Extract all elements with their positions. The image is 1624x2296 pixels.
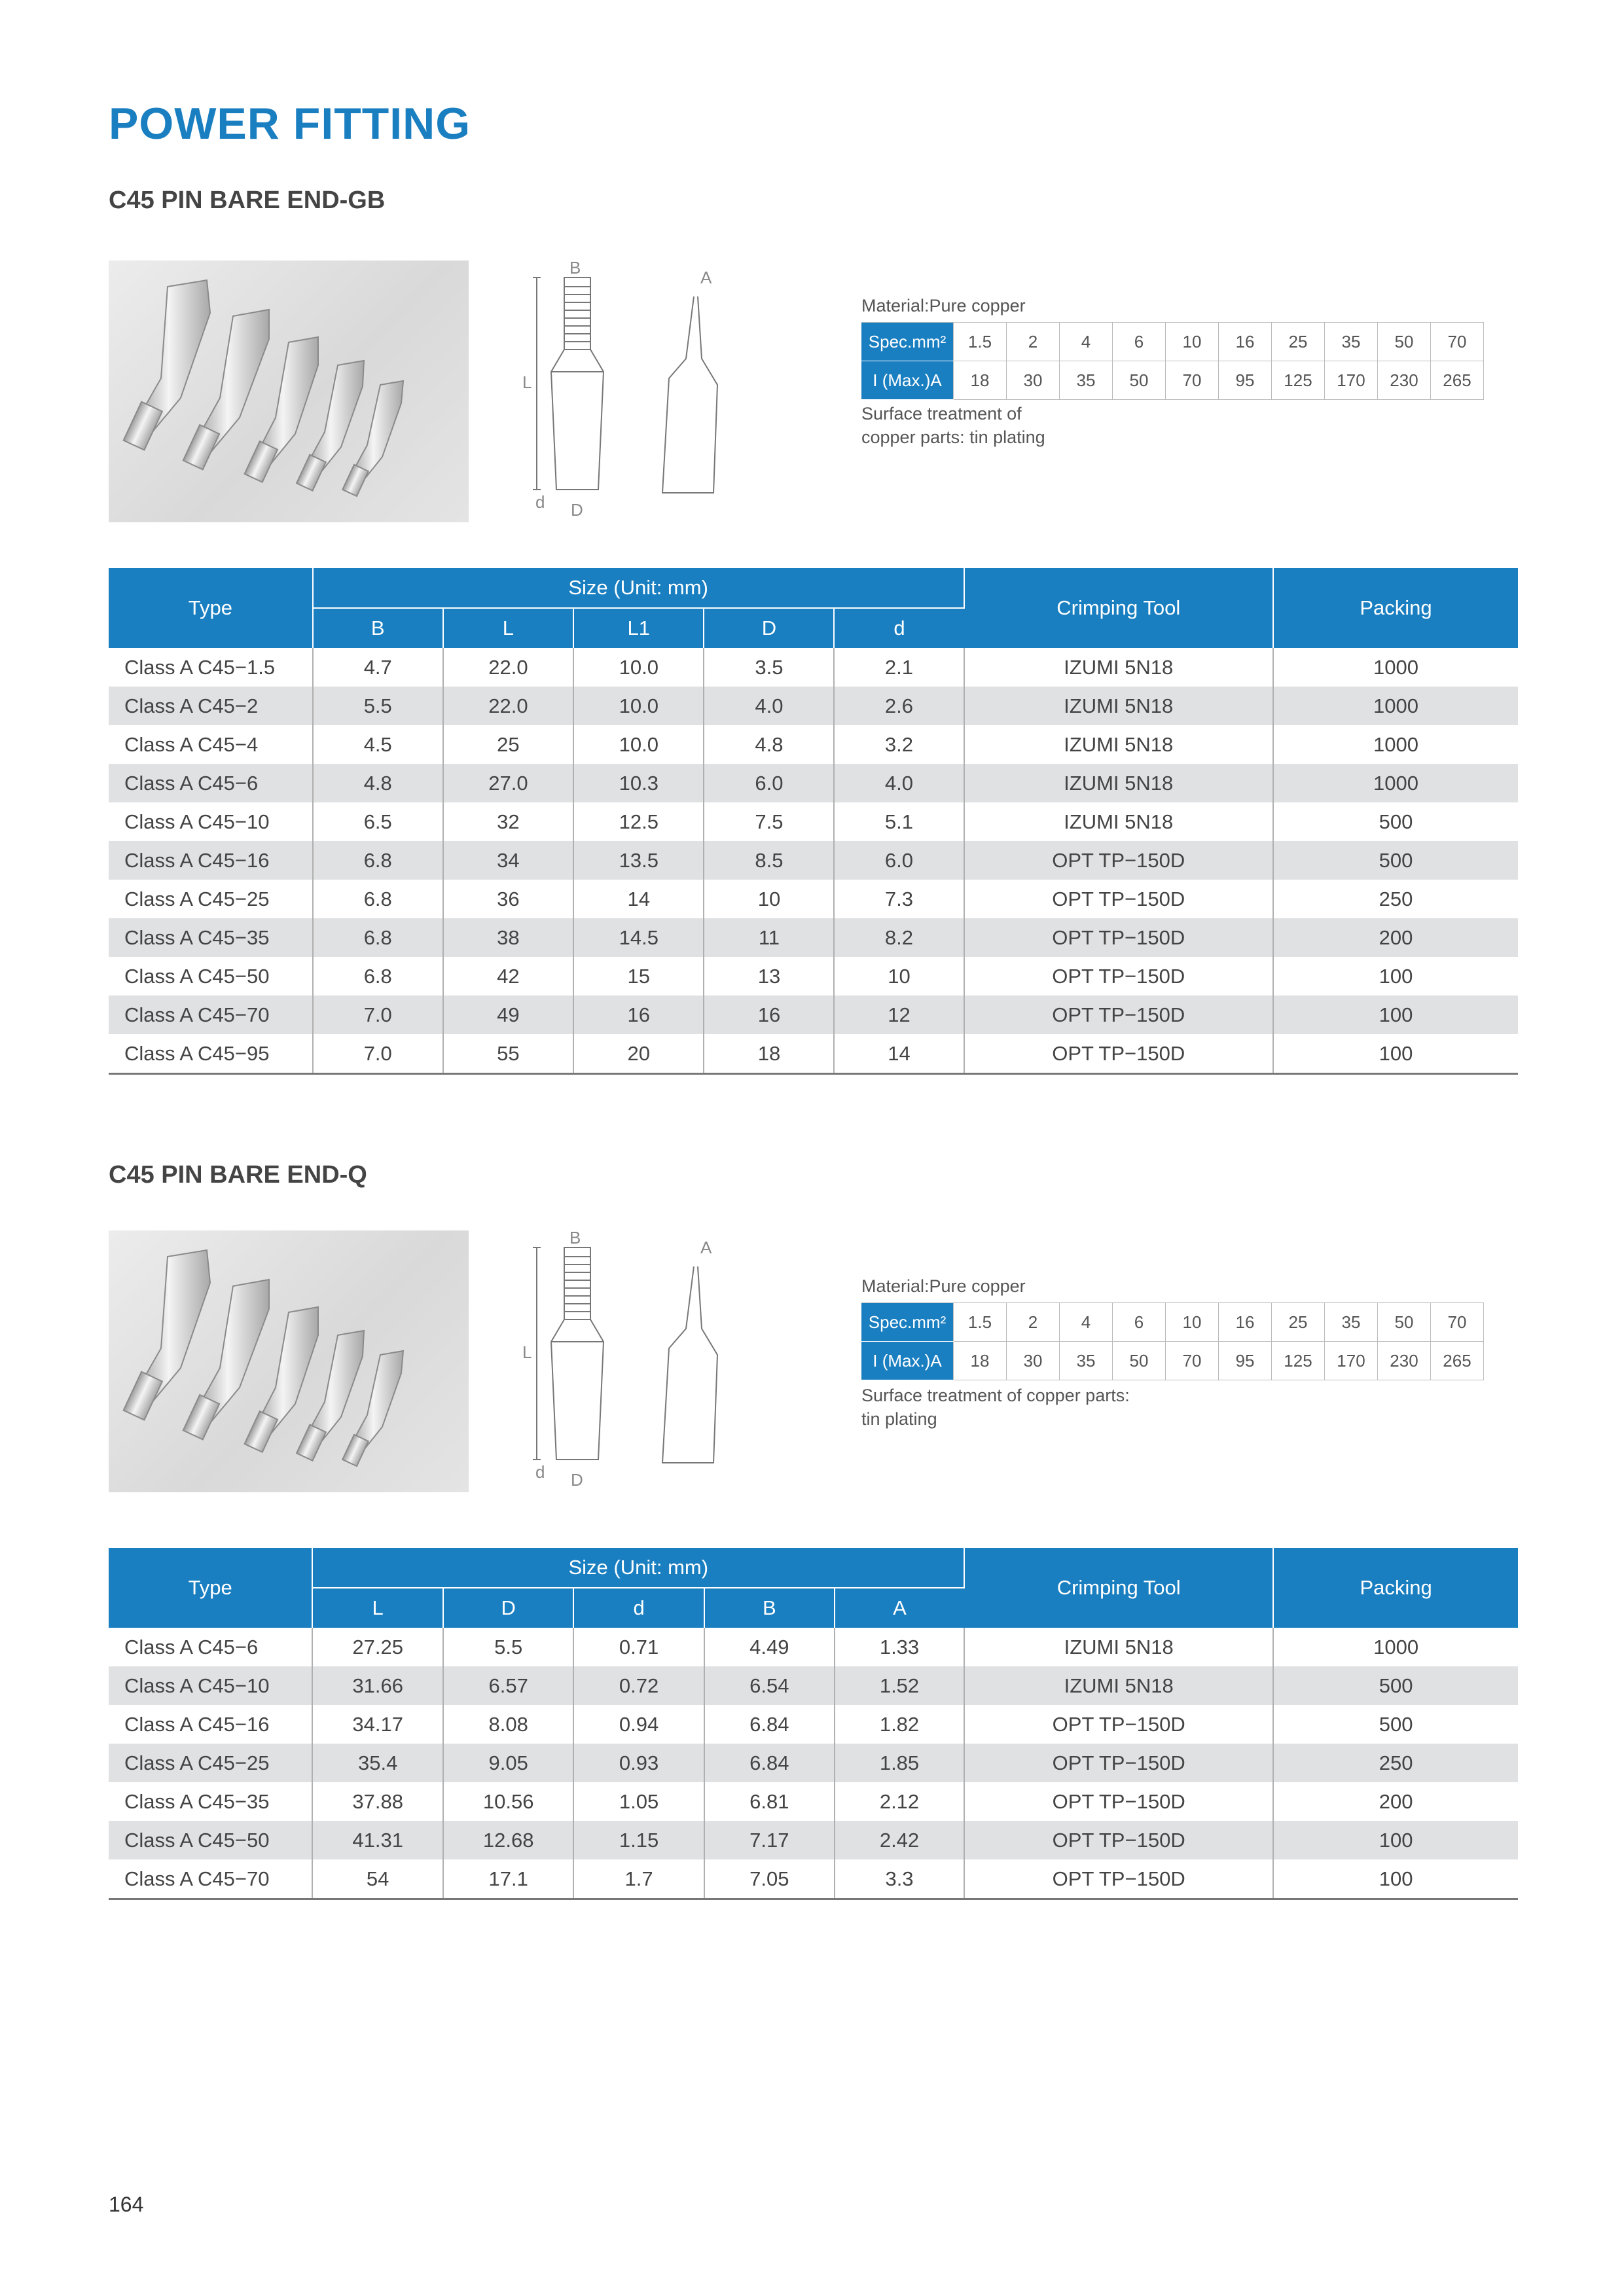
technical-drawing-q — [517, 1230, 753, 1492]
cell-packing: 100 — [1379, 964, 1413, 988]
cell-value: 2.42 — [835, 1821, 964, 1859]
cell-value: 7.0 — [313, 996, 443, 1034]
cell-value: 16 — [704, 996, 834, 1034]
spec-value: 10 — [1166, 323, 1219, 361]
cell-value: 12.5 — [573, 802, 704, 841]
cell-tool: OPT TP−150D — [964, 1782, 1273, 1821]
cell-packing: 100 — [1273, 1859, 1518, 1899]
column-header: L — [443, 608, 573, 648]
cell-packing: 1000 — [1273, 687, 1518, 725]
table-row — [109, 1628, 1518, 1666]
table-row — [109, 996, 1518, 1034]
column-header: A — [835, 1588, 964, 1628]
cell-value: 10.3 — [573, 764, 704, 802]
cell-type: Class A C45−10 — [109, 1666, 312, 1705]
cell-value: 6.81 — [704, 1782, 835, 1821]
cell-value: 4.8 — [704, 725, 834, 764]
cell-tool: IZUMI 5N18 — [964, 1666, 1273, 1705]
cell-value: 17.1 — [443, 1859, 574, 1899]
table-row — [109, 802, 1518, 841]
cell-value: 38 — [443, 918, 573, 957]
table-row — [109, 725, 1518, 764]
cell-packing: 500 — [1273, 1666, 1518, 1705]
cell-value: 1.05 — [573, 1782, 704, 1821]
cell-value: 55 — [443, 1034, 573, 1074]
cell-value: 22.0 — [443, 687, 573, 725]
cell-value: 4.0 — [834, 764, 964, 802]
spec-value: 25 — [1272, 1303, 1325, 1342]
column-header: L — [312, 1588, 443, 1628]
spec-value: 6 — [1113, 323, 1166, 361]
spec-value: 70 — [1431, 323, 1484, 361]
cell-packing: 100 — [1273, 1821, 1518, 1859]
table-row — [109, 764, 1518, 802]
current-value: 30 — [1007, 1342, 1060, 1380]
cell-value: 8.5 — [704, 841, 834, 880]
cell-type: Class A C45−4 — [109, 725, 313, 764]
cell-type: Class A C45−16 — [109, 1705, 312, 1744]
cell-value: 9.05 — [443, 1744, 574, 1782]
cell-type: Class A C45−50 — [109, 1821, 312, 1859]
cell-packing: 250 — [1273, 1744, 1518, 1782]
cell-value: 0.72 — [573, 1666, 704, 1705]
cell-tool: OPT TP−150D — [964, 1821, 1273, 1859]
size-header: Size (Unit: mm) — [313, 568, 964, 608]
cell-value: 4.5 — [313, 725, 443, 764]
cell-value: 1.15 — [573, 1821, 704, 1859]
table-row — [109, 918, 1518, 957]
cell-value: 10.0 — [573, 648, 704, 687]
page-title: POWER FITTING — [109, 99, 471, 149]
cell-value: 2.6 — [834, 687, 964, 725]
cell-value: 0.71 — [573, 1628, 704, 1666]
table-row — [109, 1821, 1518, 1859]
column-header: B — [313, 608, 443, 648]
drawing-label-b: B — [569, 1230, 581, 1247]
spec-value: 1.5 — [954, 1303, 1007, 1342]
cell-value: 4.7 — [313, 648, 443, 687]
spec-value: 2 — [1007, 323, 1060, 361]
cell-value: 4.49 — [704, 1628, 835, 1666]
cell-value: 14 — [573, 880, 704, 918]
current-value: 70 — [1166, 1342, 1219, 1380]
cell-value: 4.0 — [704, 687, 834, 725]
drawing-label-l: L — [522, 1342, 532, 1362]
current-value: 18 — [954, 1342, 1007, 1380]
cell-value: 6.8 — [313, 918, 443, 957]
cell-packing: 500 — [1273, 841, 1518, 880]
spec-value: 50 — [1378, 323, 1431, 361]
current-value: 170 — [1325, 361, 1378, 400]
cell-value: 8.08 — [443, 1705, 574, 1744]
spec-value: 70 — [1431, 1303, 1484, 1342]
surface-note-line: Surface treatment of — [861, 404, 1022, 423]
drawing-label-b: B — [569, 260, 581, 278]
cell-value: 34.17 — [312, 1705, 443, 1744]
cell-tool: OPT TP−150D — [964, 918, 1273, 957]
cell-value: 8.2 — [834, 918, 964, 957]
technical-drawing-gb — [517, 260, 753, 522]
current-value: 18 — [954, 361, 1007, 400]
surface-note-line: Surface treatment of copper parts: — [861, 1386, 1130, 1405]
size-header: Size (Unit: mm) — [312, 1548, 964, 1588]
current-value: 35 — [1060, 1342, 1113, 1380]
cell-type: Class A C45−35 — [109, 918, 313, 957]
table-row — [109, 648, 1518, 687]
current-value: 35 — [1060, 361, 1113, 400]
size-table-q — [109, 1548, 1518, 1900]
page-number: 164 — [109, 2193, 144, 2216]
cell-value: 16 — [573, 996, 704, 1034]
cell-packing: 100 — [1273, 1034, 1518, 1074]
column-header: D — [443, 1588, 574, 1628]
current-value: 265 — [1431, 361, 1484, 400]
cell-value: 10 — [834, 957, 964, 996]
table-row — [109, 957, 1518, 996]
cell-value: 0.94 — [573, 1705, 704, 1744]
cell-value: 6.8 — [313, 880, 443, 918]
spec-value: 6 — [1113, 1303, 1166, 1342]
cell-value: 14 — [834, 1034, 964, 1074]
cell-value: 6.5 — [313, 802, 443, 841]
cell-value: 7.05 — [704, 1859, 835, 1899]
cell-tool: IZUMI 5N18 — [964, 1628, 1273, 1666]
cell-tool: OPT TP−150D — [964, 957, 1273, 996]
cell-packing: 250 — [1379, 887, 1413, 910]
current-value: 230 — [1378, 361, 1431, 400]
cell-value: 1.33 — [835, 1628, 964, 1666]
type-header: Type — [109, 568, 313, 648]
cell-value: 7.5 — [704, 802, 834, 841]
drawing-label-a: A — [700, 268, 712, 287]
cell-value: 22.0 — [443, 648, 573, 687]
cell-value: 1.85 — [835, 1744, 964, 1782]
cell-packing: 1000 — [1373, 655, 1418, 679]
cell-value: 37.88 — [312, 1782, 443, 1821]
spec-value: 16 — [1219, 323, 1272, 361]
drawing-label-d-big: D — [571, 1470, 583, 1490]
cell-tool: OPT TP−150D — [964, 1744, 1273, 1782]
cell-value: 31.66 — [312, 1666, 443, 1705]
cell-value: 0.93 — [573, 1744, 704, 1782]
cell-value: 25 — [443, 725, 573, 764]
spec-table — [861, 322, 1484, 400]
cell-value: 11 — [704, 918, 834, 957]
cell-value: 6.0 — [704, 764, 834, 802]
cell-tool: OPT TP−150D — [964, 841, 1273, 880]
cell-value: 7.17 — [704, 1821, 835, 1859]
surface-note-line: tin plating — [861, 1409, 937, 1429]
cell-packing: 100 — [1273, 996, 1518, 1034]
drawing-label-a: A — [700, 1238, 712, 1257]
current-value: 125 — [1272, 1342, 1325, 1380]
cell-value: 41.31 — [312, 1821, 443, 1859]
cell-type: Class A C45−1.5 — [109, 648, 313, 687]
column-header: D — [704, 608, 834, 648]
cell-value: 1.7 — [573, 1859, 704, 1899]
current-value: 230 — [1378, 1342, 1431, 1380]
type-header: Type — [109, 1548, 312, 1628]
table-row — [109, 1666, 1518, 1705]
cell-value: 15 — [573, 957, 704, 996]
cell-tool: IZUMI 5N18 — [964, 687, 1273, 725]
current-value: 50 — [1113, 361, 1166, 400]
cell-packing: 500 — [1379, 1712, 1413, 1736]
cell-value: 5.5 — [313, 687, 443, 725]
cell-tool: IZUMI 5N18 — [964, 725, 1273, 764]
current-value: 265 — [1431, 1342, 1484, 1380]
table-row — [109, 687, 1518, 725]
cell-value: 6.57 — [443, 1666, 574, 1705]
spec-value: 50 — [1378, 1303, 1431, 1342]
cell-type: Class A C45−35 — [109, 1782, 312, 1821]
cell-value: 14.5 — [573, 918, 704, 957]
cell-type: Class A C45−70 — [109, 996, 313, 1034]
current-value: 125 — [1272, 361, 1325, 400]
cell-type: Class A C45−6 — [109, 1628, 312, 1666]
cell-tool: OPT TP−150D — [964, 996, 1273, 1034]
cell-value: 7.3 — [834, 880, 964, 918]
cell-value: 18 — [704, 1034, 834, 1074]
cell-packing: 1000 — [1273, 764, 1518, 802]
cell-packing: 1000 — [1373, 1635, 1419, 1659]
table-row — [109, 841, 1518, 880]
column-header: B — [704, 1588, 835, 1628]
current-value: 95 — [1219, 361, 1272, 400]
column-header: L1 — [573, 608, 704, 648]
cell-value: 36 — [443, 880, 573, 918]
material-label: Material:Pure copper — [861, 296, 1026, 315]
cell-value: 2.1 — [834, 648, 964, 687]
current-value: 95 — [1219, 1342, 1272, 1380]
cell-value: 6.8 — [313, 957, 443, 996]
spec-table — [861, 1302, 1484, 1380]
crimping-tool-header: Crimping Tool — [964, 1548, 1273, 1628]
cell-type: Class A C45−70 — [109, 1859, 312, 1899]
cell-tool: IZUMI 5N18 — [964, 648, 1273, 687]
cell-value: 3.3 — [835, 1859, 964, 1899]
section-title-gb: C45 PIN BARE END-GB — [109, 187, 386, 214]
cell-packing: 500 — [1379, 810, 1413, 833]
drawing-label-d-big: D — [571, 500, 583, 520]
cell-value: 12 — [834, 996, 964, 1034]
spec-label: Spec.mm² — [861, 1303, 954, 1342]
current-value: 170 — [1325, 1342, 1378, 1380]
cell-tool: OPT TP−150D — [964, 1705, 1273, 1744]
column-header: d — [834, 608, 964, 648]
cell-value: 10.0 — [573, 725, 704, 764]
spec-value: 2 — [1007, 1303, 1060, 1342]
cell-value: 3.5 — [704, 648, 834, 687]
packing-header: Packing — [1273, 1548, 1518, 1628]
size-table-gb — [109, 568, 1518, 1075]
crimping-tool-header: Crimping Tool — [964, 568, 1273, 648]
cell-type: Class A C45−2 — [109, 687, 313, 725]
surface-note-line: copper parts: tin plating — [861, 427, 1045, 447]
spec-value: 10 — [1166, 1303, 1219, 1342]
cell-value: 5.5 — [443, 1628, 574, 1666]
cell-value: 10.0 — [573, 687, 704, 725]
cell-type: Class A C45−6 — [109, 764, 313, 802]
current-label: I (Max.)A — [861, 361, 954, 400]
cell-value: 1.82 — [835, 1705, 964, 1744]
surface-note — [861, 402, 1045, 449]
table-row — [109, 880, 1518, 918]
drawing-label-l: L — [522, 372, 532, 392]
cell-type: Class A C45−10 — [109, 802, 313, 841]
cell-value: 10 — [704, 880, 834, 918]
table-row — [109, 1782, 1518, 1821]
cell-type: Class A C45−25 — [109, 880, 313, 918]
cell-type: Class A C45−16 — [109, 841, 313, 880]
product-photo-q — [109, 1230, 469, 1492]
cell-value: 13.5 — [573, 841, 704, 880]
cell-value: 7.0 — [313, 1034, 443, 1074]
cell-value: 5.1 — [834, 802, 964, 841]
cell-packing: 200 — [1379, 1789, 1413, 1813]
spec-value: 4 — [1060, 323, 1113, 361]
cell-value: 12.68 — [443, 1821, 574, 1859]
cell-value: 54 — [312, 1859, 443, 1899]
cell-tool: OPT TP−150D — [964, 880, 1273, 918]
cell-value: 6.8 — [313, 841, 443, 880]
product-photo-gb — [109, 260, 469, 522]
cell-packing: 200 — [1273, 918, 1518, 957]
spec-value: 25 — [1272, 323, 1325, 361]
cell-value: 42 — [443, 957, 573, 996]
spec-value: 4 — [1060, 1303, 1113, 1342]
cell-value: 6.84 — [704, 1744, 835, 1782]
cell-value: 32 — [443, 802, 573, 841]
column-header: d — [573, 1588, 704, 1628]
cell-value: 2.12 — [835, 1782, 964, 1821]
cell-tool: OPT TP−150D — [964, 1034, 1273, 1074]
drawing-label-d-small: d — [535, 1462, 545, 1482]
cell-value: 13 — [704, 957, 834, 996]
current-value: 30 — [1007, 361, 1060, 400]
cell-tool: IZUMI 5N18 — [964, 764, 1273, 802]
cell-type: Class A C45−25 — [109, 1744, 312, 1782]
cell-value: 35.4 — [312, 1744, 443, 1782]
current-label: I (Max.)A — [861, 1342, 954, 1380]
cell-value: 6.84 — [704, 1705, 835, 1744]
cell-value: 27.0 — [443, 764, 573, 802]
spec-value: 16 — [1219, 1303, 1272, 1342]
cell-value: 1.52 — [835, 1666, 964, 1705]
surface-note — [861, 1384, 1130, 1431]
table-row — [109, 1034, 1518, 1074]
cell-value: 20 — [573, 1034, 704, 1074]
spec-value: 1.5 — [954, 323, 1007, 361]
cell-type: Class A C45−95 — [109, 1034, 313, 1074]
drawing-label-d-small: d — [535, 492, 545, 512]
table-row — [109, 1859, 1518, 1899]
spec-label: Spec.mm² — [861, 323, 954, 361]
cell-value: 3.2 — [834, 725, 964, 764]
section-title-q: C45 PIN BARE END-Q — [109, 1161, 367, 1189]
cell-value: 27.25 — [312, 1628, 443, 1666]
cell-value: 34 — [443, 841, 573, 880]
current-value: 50 — [1113, 1342, 1166, 1380]
cell-value: 49 — [443, 996, 573, 1034]
spec-value: 35 — [1325, 323, 1378, 361]
cell-value: 6.0 — [834, 841, 964, 880]
material-label: Material:Pure copper — [861, 1276, 1026, 1296]
table-row — [109, 1744, 1518, 1782]
packing-header: Packing — [1273, 568, 1518, 648]
cell-value: 6.54 — [704, 1666, 835, 1705]
cell-tool: IZUMI 5N18 — [964, 802, 1273, 841]
table-row — [109, 1705, 1518, 1744]
current-value: 70 — [1166, 361, 1219, 400]
cell-type: Class A C45−50 — [109, 957, 313, 996]
spec-value: 35 — [1325, 1303, 1378, 1342]
cell-value: 10.56 — [443, 1782, 574, 1821]
cell-value: 4.8 — [313, 764, 443, 802]
cell-packing: 1000 — [1373, 732, 1418, 756]
cell-tool: OPT TP−150D — [964, 1859, 1273, 1899]
